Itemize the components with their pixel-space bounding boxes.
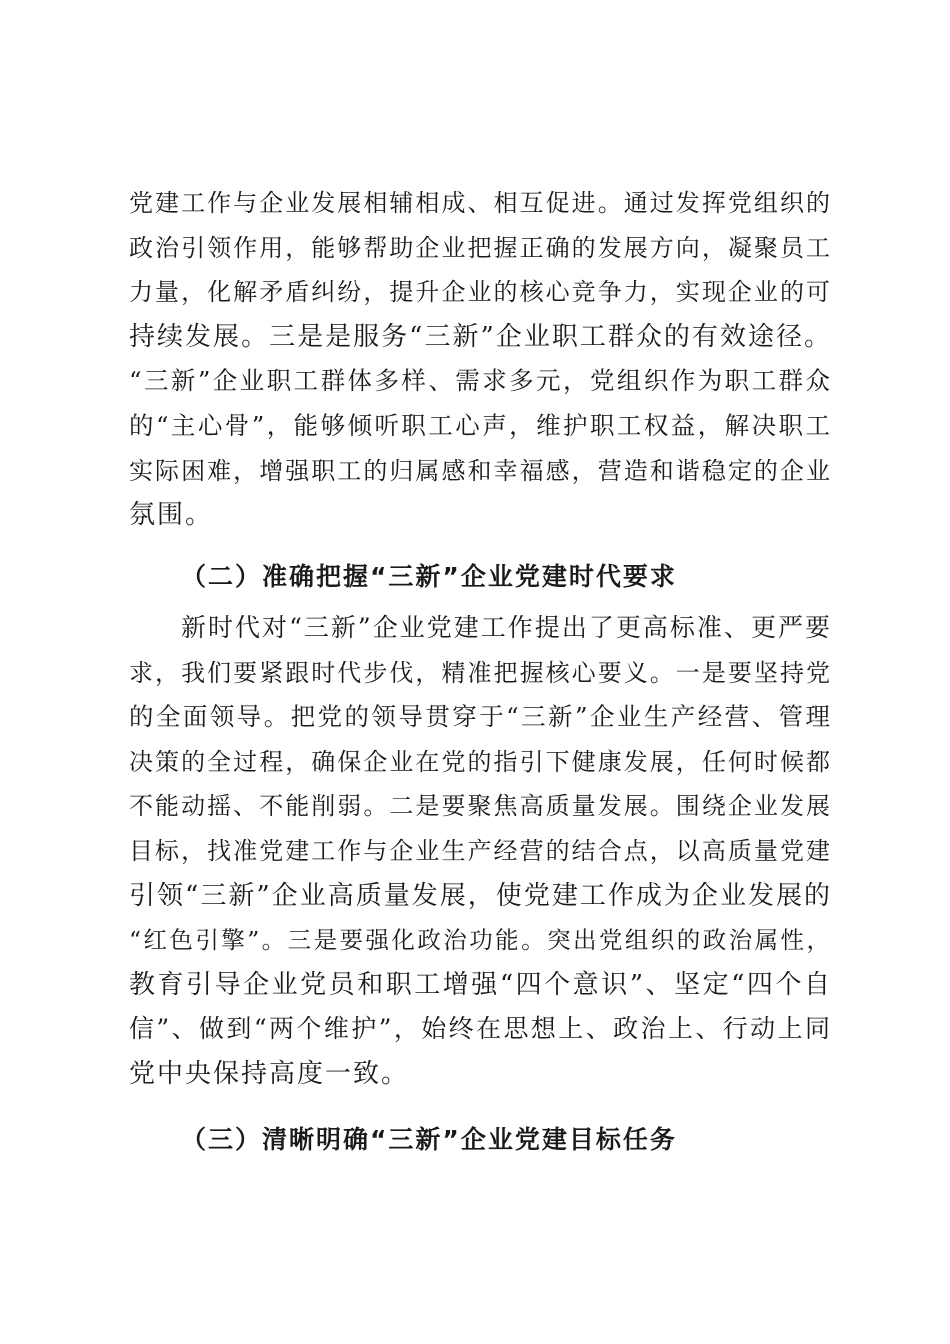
paragraph-line: 的全面领导。把党的领导贯穿于“三新”企业生产经营、管理 [129,702,832,732]
paragraph-line: 实际困难，增强职工的归属感和幸福感，营造和谐稳定的企业 [129,456,832,485]
paragraph-line: 目标，找准党建工作与企业生产经营的结合点，以高质量党建 [129,836,832,865]
paragraph-line: “红色引擎”。三是要强化政治功能。突出党组织的政治属性， [129,926,832,955]
paragraph-line: 党建工作与企业发展相辅相成、相互促进。通过发挥党组织的 [129,189,832,217]
paragraph-2 [129,606,832,1097]
paragraph-line: 的“主心骨”，能够倾听职工心声，维护职工权益，解决职工 [129,410,832,440]
paragraph-line: 政治引领作用，能够帮助企业把握正确的发展方向，凝聚员工 [129,233,832,262]
paragraph-line: 信”、做到“两个维护”，始终在思想上、政治上、行动上同 [129,1014,832,1044]
paragraph-line: 求，我们要紧跟时代步伐，精准把握核心要义。一是要坚持党 [129,658,832,687]
paragraph-1 [129,181,832,538]
paragraph-line: 教育引导企业党员和职工增强“四个意识”、坚定“四个自 [129,969,832,1000]
paragraph-line: 党中央保持高度一致。 [129,1058,410,1089]
paragraph-line: “三新”企业职工群体多样、需求多元，党组织作为职工群众 [129,366,832,396]
paragraph-line: 新时代对“三新”企业党建工作提出了更高标准、更严要 [181,613,832,642]
paragraph-line: 引领“三新”企业高质量发展，使党建工作成为企业发展的 [129,880,832,911]
paragraph-line: 力量，化解矛盾纠纷，提升企业的核心竞争力，实现企业的可 [129,278,832,307]
section-heading-2: （二）准确把握“三新”企业党建时代要求 [181,562,677,591]
paragraph-line: 氛围。 [129,500,214,531]
paragraph-line: 决策的全过程，确保企业在党的指引下健康发展，任何时候都 [129,747,832,776]
section-heading-3: （三）清晰明确“三新”企业党建目标任务 [181,1125,677,1154]
paragraph-line: 持续发展。三是是服务“三新”企业职工群众的有效途径。 [129,321,832,352]
paragraph-line: 不能动摇、不能削弱。二是要聚焦高质量发展。围绕企业发展 [129,792,832,821]
